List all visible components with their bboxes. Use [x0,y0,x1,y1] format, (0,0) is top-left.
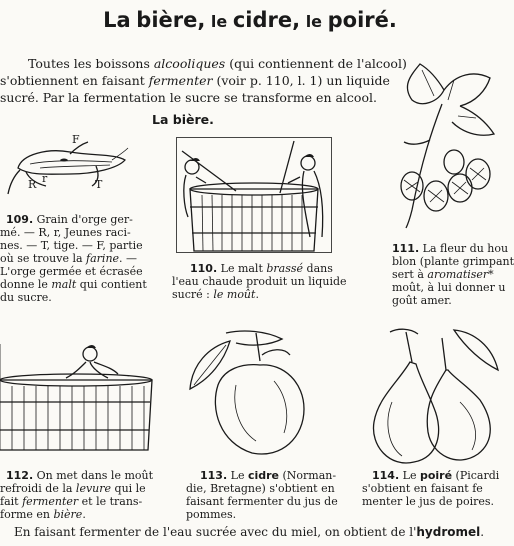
title-word-poire: poiré. [327,8,397,32]
fig109-label-T: T [95,178,103,191]
title-word-biere: bière, [136,8,206,32]
title-word-cidre: cidre, [232,8,301,32]
brewing-vat-illustration [176,137,332,253]
apple-illustration [186,325,316,460]
pear-illustration [362,322,500,472]
intro-line-3: sucré. Par la fermentation le sucre se transforme en alcool. [0,90,377,105]
intro-line-2: s'obtiennent en faisant fermenter (voir p. 110, l. 1) un liquide [0,73,390,88]
fig109-label-r: r [42,172,48,185]
footer-line-hydromel: En faisant fermenter de l'eau sucrée avec du miel, on obtient de l'hydromel. [14,525,485,539]
fermentation-vat-illustration [0,340,160,452]
hop-flower-illustration [382,60,500,230]
fig112-caption: 112. On met dans le moût refroidi de la levure qui le fait fermenter et le trans- forme en bière. [0,469,154,521]
fig113-caption: 113. Le cidre (Norman- die, Bretagne) s'obtient en faisant fermenter du jus de pommes. [186,469,338,521]
fig114-caption: 114. Le poiré (Picardi s'obtient en faisant fe menter le jus de poires. [362,469,500,508]
barley-grain-illustration [0,130,140,200]
fig109-label-F: F [72,133,80,146]
page-title: La bière, le cidre, le poiré. [103,8,397,32]
fig109-caption: 109. Grain d'orge ger- mé. — R, r, Jeunes raci- nes. — T, tige. — F, partie où se trouve la farine. — L'orge germée et écrasée donne le malt qui contient du sucre. [0,213,147,304]
section-heading-biere: La bière. [152,112,214,127]
intro-line-1: Toutes les boissons alcooliques (qui contiennent de l'alcool) [28,56,407,71]
fig109-label-R: R [28,178,37,191]
fig111-caption: 111. La fleur du hou blon (plante grimpant sert à aromatiser* moût, à lui donner u goût amer. [392,242,514,307]
fig110-caption: 110. Le malt brassé dans l'eau chaude produit un liquide sucré : le moût. [172,262,347,301]
